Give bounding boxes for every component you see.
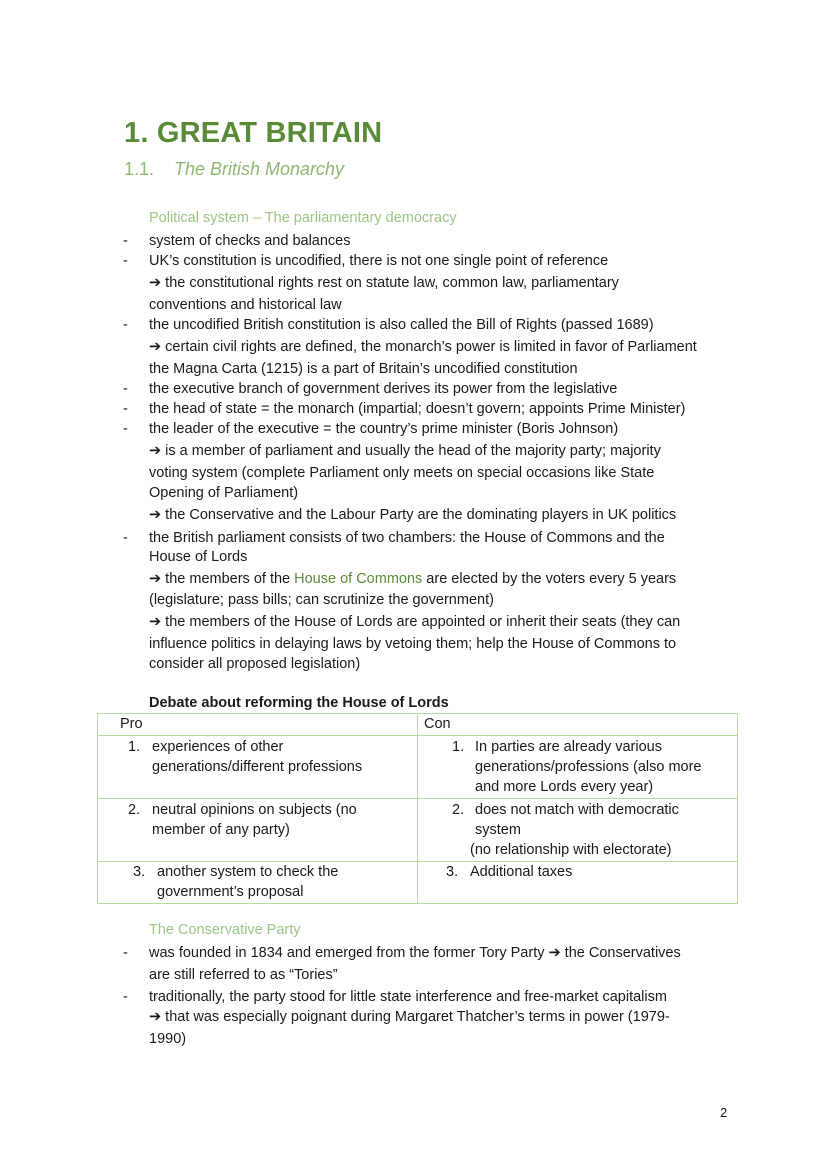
- list-item: the leader of the executive = the country’s prime minister (Boris Johnson): [149, 421, 619, 437]
- con-cell: [418, 861, 738, 903]
- list-item: traditionally, the party stood for little state interference and free-market capitalism: [149, 989, 667, 1005]
- bullet-dash: -: [123, 421, 128, 437]
- list-item: are still referred to as “Tories”: [149, 967, 338, 983]
- item-number: 2.: [128, 801, 141, 818]
- con-cell: [418, 798, 738, 861]
- cell-line: and more Lords every year): [475, 778, 654, 795]
- item-number: 1.: [452, 738, 465, 755]
- list-item: the head of state = the monarch (impartial; doesn’t govern; appoints Prime Minister): [149, 401, 686, 417]
- list-item: ➔ the Conservative and the Labour Party are the dominating players in UK politics: [149, 507, 677, 523]
- list-item: the executive branch of government derives its power from the legislative: [149, 381, 618, 397]
- bullet-dash: -: [123, 401, 128, 417]
- list-item: system of checks and balances: [149, 233, 351, 249]
- section-number: 1.1.: [124, 159, 155, 179]
- list-item: (legislature; pass bills; can scrutinize the government): [149, 592, 494, 608]
- cell-line: experiences of other: [152, 738, 284, 755]
- cell-line: government’s proposal: [157, 883, 304, 900]
- table-row: [98, 861, 738, 903]
- list-item: ➔ the constitutional rights rest on statute law, common law, parliamentary: [149, 275, 619, 291]
- list-item: UK’s constitution is uncodified, there is not one single point of reference: [149, 253, 609, 269]
- con-cell: [418, 735, 738, 798]
- list-item: ➔ the members of the House of Lords are appointed or inherit their seats (they can: [149, 614, 681, 630]
- bullet-dash: -: [123, 233, 128, 249]
- bullet-dash: -: [123, 317, 128, 333]
- cell-line: (no relationship with electorate): [470, 841, 672, 858]
- section-title: The British Monarchy: [174, 159, 345, 179]
- section-heading: [124, 159, 344, 180]
- list-item: the Magna Carta (1215) is a part of Britain’s uncodified constitution: [149, 361, 578, 377]
- table-header-row: [98, 714, 738, 736]
- list-item: influence politics in delaying laws by vetoing them; help the House of Commons to: [149, 636, 677, 652]
- list-item: consider all proposed legislation): [149, 656, 361, 672]
- list-item: was founded in 1834 and emerged from the former Tory Party ➔ the Conservatives: [149, 945, 681, 961]
- debate-heading: Debate about reforming the House of Lords: [149, 695, 449, 711]
- house-of-commons-highlight: House of Commons: [294, 571, 423, 587]
- list-item: voting system (complete Parliament only meets on special occasions like State: [149, 465, 655, 481]
- page-number: 2: [720, 1105, 728, 1120]
- item-number: 3.: [133, 863, 146, 880]
- list-item: the uncodified British constitution is also called the Bill of Rights (passed 1689): [149, 317, 654, 333]
- item-number: 2.: [452, 801, 465, 818]
- list-item: conventions and historical law: [149, 297, 342, 313]
- cell-line: neutral opinions on subjects (no: [152, 801, 357, 818]
- list-item: 1990): [149, 1031, 187, 1047]
- list-item: ➔ that was especially poignant during Margaret Thatcher’s terms in power (1979-: [149, 1009, 670, 1025]
- table-row: [98, 798, 738, 861]
- cell-line: In parties are already various: [475, 738, 662, 755]
- debate-table: [97, 713, 738, 904]
- bullet-dash: -: [123, 945, 128, 961]
- header-label: Con: [424, 716, 451, 732]
- cell-line: generations/different professions: [152, 758, 363, 775]
- bullet-dash: -: [123, 381, 128, 397]
- list-item: Opening of Parliament): [149, 485, 299, 501]
- conservative-heading: The Conservative Party: [149, 922, 301, 938]
- chapter-title: 1. GREAT BRITAIN: [124, 117, 383, 149]
- pro-cell: [98, 735, 418, 798]
- cell-line: system: [475, 821, 521, 838]
- political-system-heading: Political system – The parliamentary democracy: [149, 210, 457, 226]
- list-item: ➔ certain civil rights are defined, the monarch’s power is limited in favor of Parliament: [149, 339, 697, 355]
- bullet-dash: -: [123, 253, 128, 269]
- pro-cell: [98, 798, 418, 861]
- list-item: the British parliament consists of two chambers: the House of Commons and the: [149, 530, 665, 546]
- item-number: 3.: [446, 863, 459, 880]
- cell-line: does not match with democratic: [475, 801, 679, 818]
- pro-cell: [98, 861, 418, 903]
- cell-line: member of any party): [152, 821, 290, 838]
- list-item: ➔ is a member of parliament and usually the head of the majority party; majority: [149, 443, 661, 459]
- item-number: 1.: [128, 738, 141, 755]
- table-row: [98, 735, 738, 798]
- cell-line: another system to check the: [157, 863, 339, 880]
- header-label: Pro: [120, 716, 143, 732]
- header-con: [418, 714, 738, 736]
- header-pro: [98, 714, 418, 736]
- text-segment: ➔ the members of the: [149, 571, 295, 587]
- cell-line: Additional taxes: [470, 863, 573, 880]
- list-item: House of Lords: [149, 549, 248, 565]
- list-item: [149, 570, 676, 588]
- bullet-dash: -: [123, 989, 128, 1005]
- bullet-dash: -: [123, 530, 128, 546]
- text-segment: are elected by the voters every 5 years: [422, 571, 677, 587]
- cell-line: generations/professions (also more: [475, 758, 702, 775]
